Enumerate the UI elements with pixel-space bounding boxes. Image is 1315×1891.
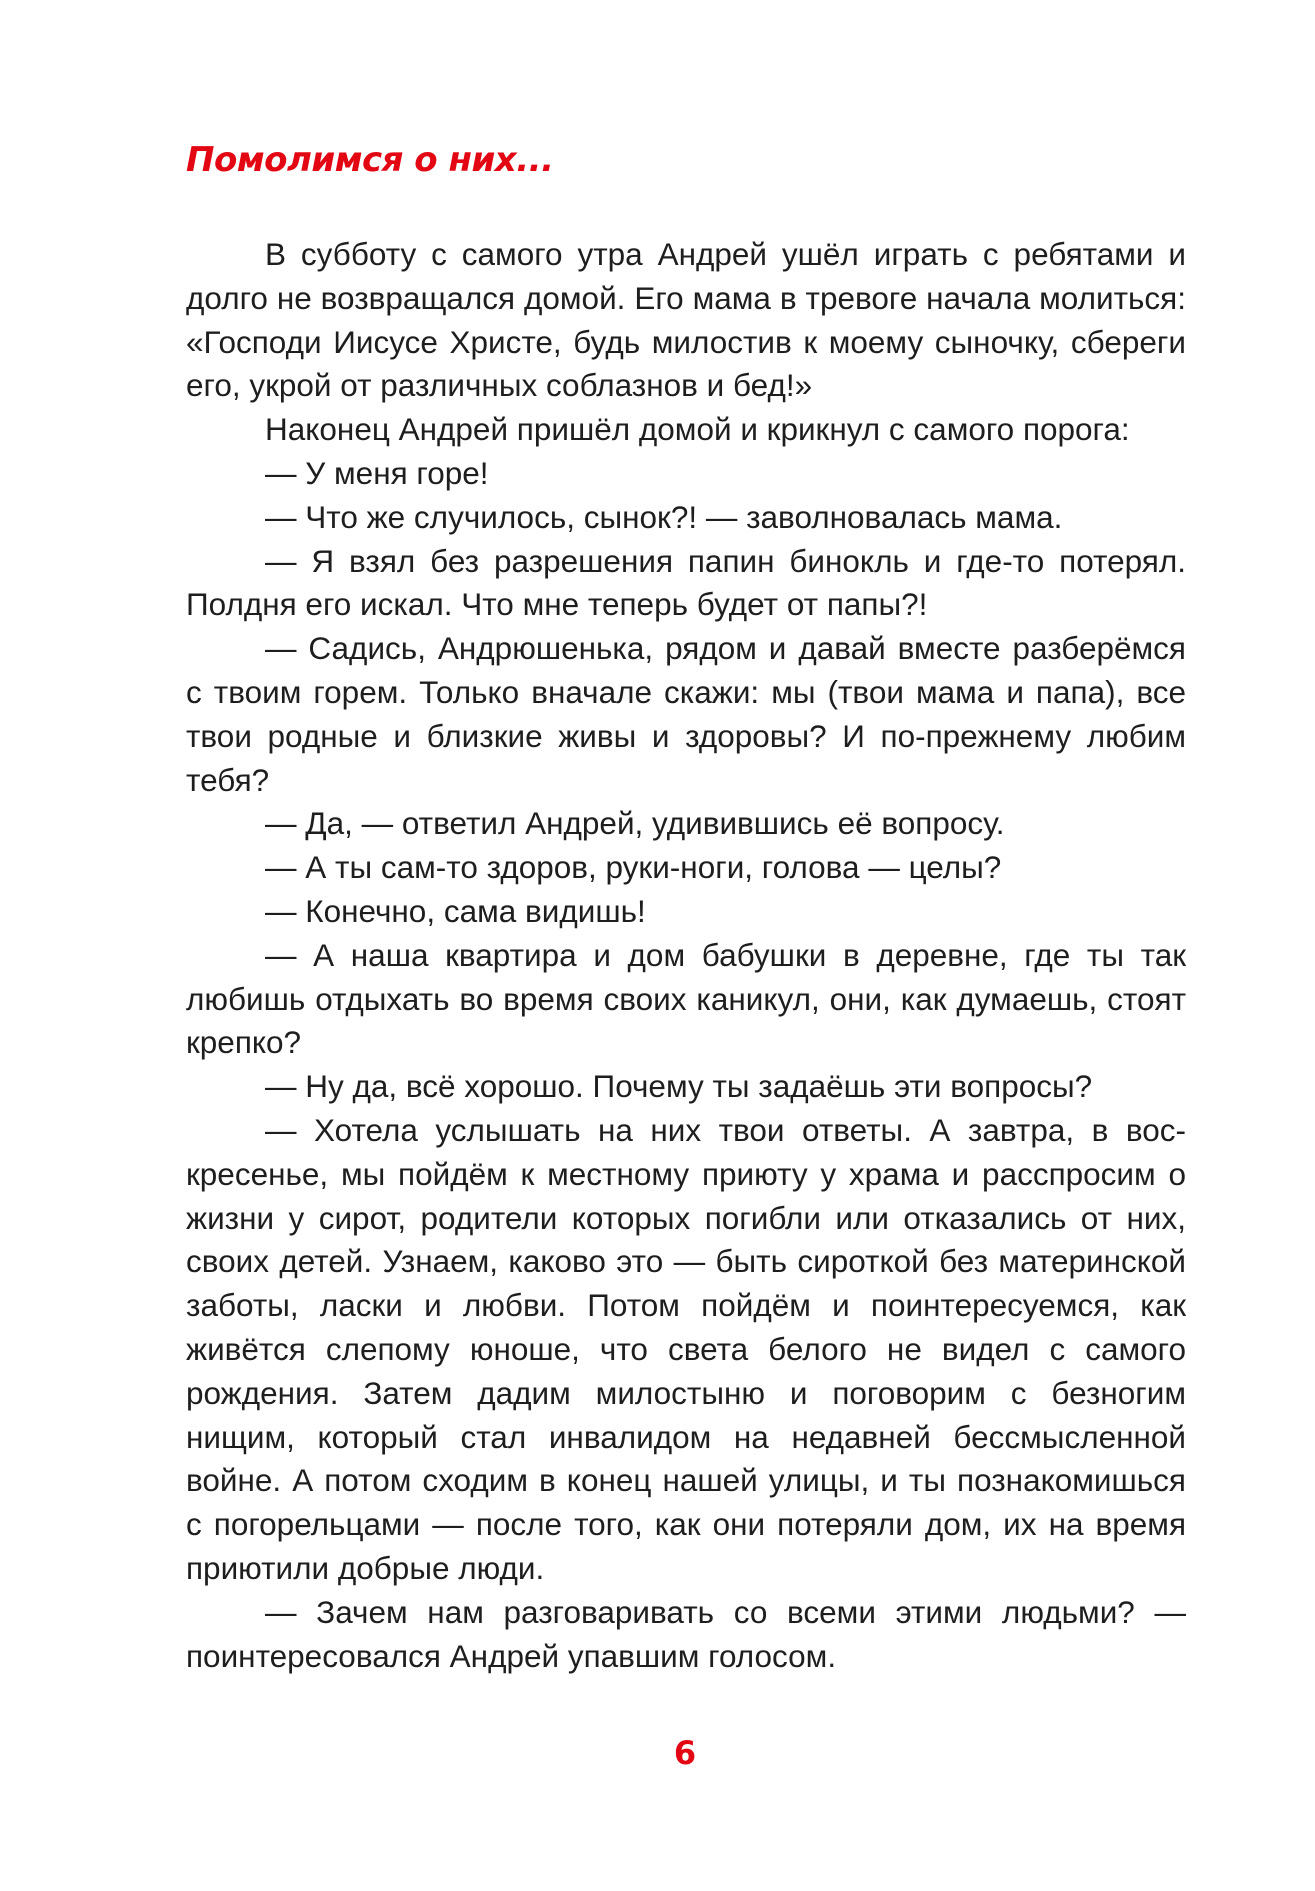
dialogue-line: — Конечно, сама видишь! — [265, 892, 646, 929]
chapter-title: Помолимся о них... — [186, 140, 554, 180]
dialogue-line: — Я взял без разрешения папин бинокль и где-то потерял. Полдня его искал. Что мне теперь будет от папы?! — [186, 542, 1186, 623]
dialogue-line: — Ну да, всё хорошо. Почему ты задаёшь эти вопросы? — [265, 1068, 1093, 1105]
story-text — [186, 233, 1186, 1678]
dialogue-line: — Что же случилось, сынок?! — заволновалась мама. — [265, 498, 1063, 535]
dialogue-line: — Да, — ответил Андрей, удивившись её вопросу. — [265, 805, 1005, 842]
dialogue-line: — У меня горе! — [265, 454, 489, 491]
dialogue-line: — Хотела услышать на них твои ответы. А завтра, в воскресенье, мы пойдём к местному приюту у храма и расспросим о жизни у сирот, родители которых погибли или отказались от них, своих детей. Узнаем, каково это — быть сироткой без материнской заботы, ласки и любви. Потом пойдём и поинтересуемся, как живётся слепому юноше, что света белого не видел с самого рождения. Затем дадим милостыню и поговорим с безногим нищим, который стал инвалидом на недавней бессмысленной войне. А потом сходим в конец нашей улицы, и ты познакомишься с погорельцами — после того, как они потеряли дом, их на время приютили добрые люди. — [186, 1111, 1186, 1586]
paragraph: В субботу с самого утра Андрей ушёл играть с ребятами и долго не возвращался домой. Его мама в тревоге начала молиться: «Господи Иисусе Христе, будь милостив к моему сыночку, сбереги его, укрой от различных соблазнов и бед!» — [186, 236, 1186, 404]
page-number: 6 — [673, 1734, 697, 1772]
dialogue-line: — Зачем нам разговаривать со всеми этими людьми? — поинтересовался Андрей упавшим голосом. — [186, 1593, 1186, 1674]
dialogue-line: — А наша квартира и дом бабушки в деревне, где ты так любишь отдыхать во время своих каникул, они, как думаешь, стоят крепко? — [186, 936, 1186, 1061]
dialogue-line: — Садись, Андрюшенька, рядом и давай вместе разберёмся с твоим горем. Только вначале скажи: мы (твои мама и папа), все твои родные и близкие живы и здоровы? И по-прежнему любим тебя? — [186, 630, 1186, 798]
paragraph: Наконец Андрей пришёл домой и крикнул с самого порога: — [265, 411, 1130, 448]
dialogue-line: — А ты сам-то здоров, руки-ноги, голова — целы? — [265, 849, 1002, 886]
